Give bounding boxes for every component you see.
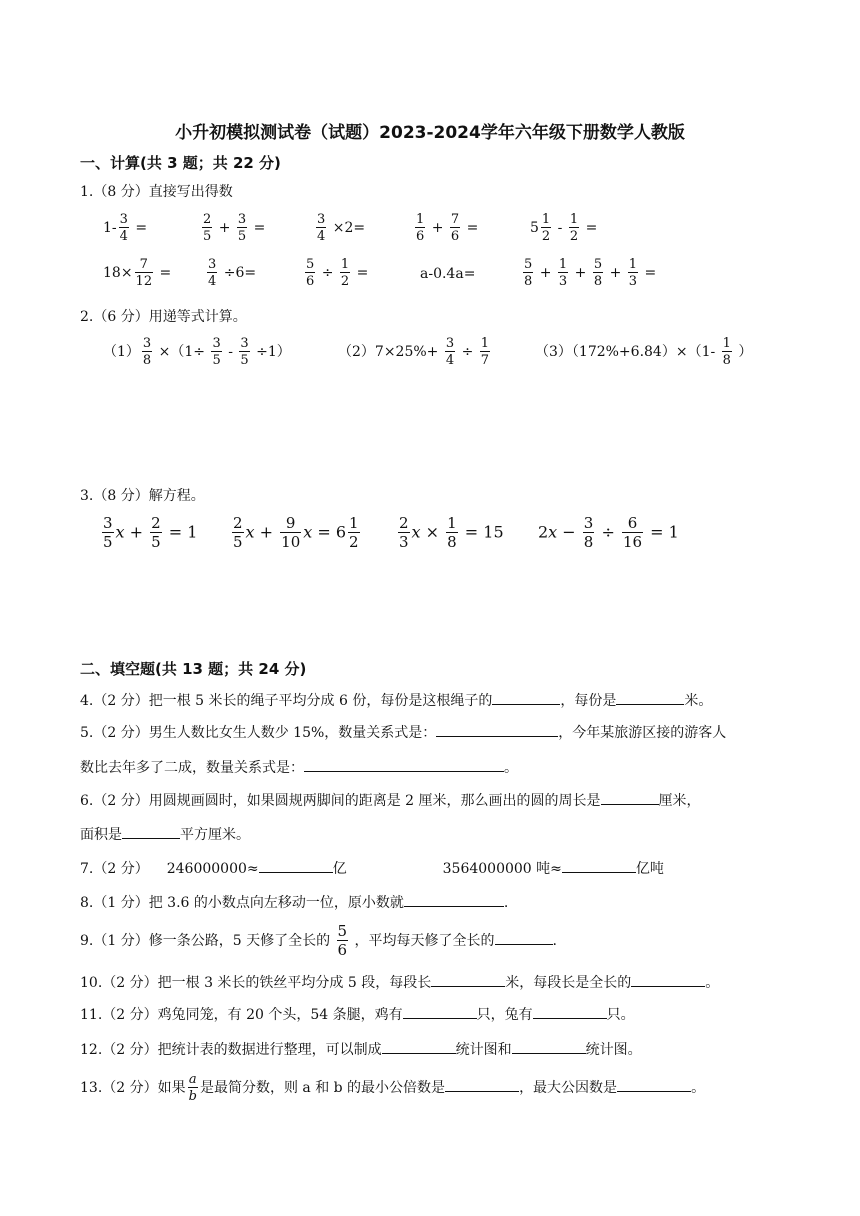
section-heading-fill-in: 二、填空题(共 13 题；共 24 分)	[80, 660, 307, 678]
q3-equation-2: $\frac{2}{5}$ 𝑥 + $\frac{9}{10}$ 𝑥 = 6 $\frac{1}{2}$	[233, 514, 359, 551]
answer-blank[interactable]	[562, 858, 636, 873]
question-8: 8.（1 分）把 3.6 的小数点向左移动一位，原小数就 .	[80, 892, 508, 912]
question-4: 4.（2 分）把一根 5 米长的绳子平均分成 6 份，每份是这根绳子的 ，每份是 米。	[80, 690, 712, 710]
q1-item-7: $\frac{3}{4}$ ÷6=	[208, 257, 257, 289]
answer-blank[interactable]	[436, 722, 558, 737]
question-1-heading: 1.（8 分）直接写出得数	[80, 184, 233, 200]
answer-blank[interactable]	[512, 1039, 586, 1054]
q3-equation-4: 2𝑥 − $\frac{3}{8}$ ÷ $\frac{6}{16}$ = 1	[538, 514, 679, 551]
question-9: 9.（1 分）修一条公路，5 天修了全长的 $\frac{5}{6}$ ，平均每天修了全长的 .	[80, 922, 557, 959]
q3-equation-3: $\frac{2}{3}$ 𝑥 × $\frac{1}{8}$ = 15	[399, 514, 504, 551]
question-5-line-2: 数比去年多了二成，数量关系式是： 。	[80, 757, 518, 777]
q1-item-9: a-0.4a=	[420, 266, 476, 282]
q2-part-1: （1） $\frac{3}{8}$ ×（1÷ $\frac{3}{5}$ - $\frac{3}{5}$ ÷1）	[103, 336, 291, 368]
q3-equation-1: $\frac{3}{5}$ 𝑥 + $\frac{2}{5}$ = 1	[103, 514, 198, 551]
question-6-line-2: 面积是 平方厘米。	[80, 824, 250, 844]
answer-blank[interactable]	[616, 690, 684, 705]
question-10: 10.（2 分）把一根 3 米长的铁丝平均分成 5 段，每段长 米，每段长是全长的 。	[80, 972, 719, 992]
page-title: 小升初模拟测试卷（试题）2023-2024学年六年级下册数学人教版	[175, 123, 685, 143]
q1-item-3: $\frac{3}{4}$ ×2=	[317, 212, 366, 244]
answer-blank[interactable]	[617, 1077, 691, 1092]
answer-blank[interactable]	[492, 690, 560, 705]
question-11: 11.（2 分）鸡兔同笼，有 20 个头，54 条腿，鸡有 只，兔有 只。	[80, 1004, 635, 1024]
answer-blank[interactable]	[122, 824, 180, 839]
section-heading-calculation: 一、计算(共 3 题；共 22 分)	[80, 154, 281, 172]
answer-blank[interactable]	[404, 892, 504, 907]
answer-blank[interactable]	[431, 972, 505, 987]
q2-part-2: （2）7×25%+ $\frac{3}{4}$ ÷ $\frac{1}{7}$	[338, 336, 490, 368]
answer-blank[interactable]	[533, 1004, 607, 1019]
question-6-line-1: 6.（2 分）用圆规画圆时，如果圆规两脚间的距离是 2 厘米，那么画出的圆的周长是 厘米，	[80, 790, 701, 810]
answer-blank[interactable]	[631, 972, 705, 987]
answer-blank[interactable]	[601, 790, 659, 805]
question-2-heading: 2.（6 分）用递等式计算。	[80, 309, 247, 325]
q1-item-5: 5 $\frac{1}{2}$ - $\frac{1}{2}$ =	[530, 212, 598, 244]
question-5-line-1: 5.（2 分）男生人数比女生人数少 15%，数量关系式是： ，今年某旅游区接的游客人	[80, 722, 726, 742]
q1-item-8: $\frac{5}{6}$ ÷ $\frac{1}{2}$ =	[306, 257, 369, 289]
answer-blank[interactable]	[495, 930, 553, 945]
question-13: 13.（2 分）如果 𝑎 𝑏 是最简分数，则 a 和 b 的最小公倍数是 ，最大公因数是 。	[80, 1072, 706, 1104]
question-3-heading: 3.（8 分）解方程。	[80, 488, 205, 504]
q2-part-3: （3）（172%+6.84）×（1- $\frac{1}{8}$ ）	[535, 336, 753, 368]
question-7: 7.（2 分） 246000000≈ 亿 3564000000 吨≈ 亿吨	[80, 858, 664, 878]
q1-item-4: $\frac{1}{6}$ + $\frac{7}{6}$ =	[416, 212, 479, 244]
answer-blank[interactable]	[382, 1039, 456, 1054]
q1-item-1: 1- $\frac{3}{4}$ =	[103, 212, 148, 244]
q1-item-10: $\frac{5}{8}$ + $\frac{1}{3}$ + $\frac{5}{8}$ + $\frac{1}{3}$ =	[524, 257, 657, 289]
answer-blank[interactable]	[259, 858, 333, 873]
q1-item-2: $\frac{2}{5}$ + $\frac{3}{5}$ =	[203, 212, 266, 244]
answer-blank[interactable]	[445, 1077, 519, 1092]
answer-blank[interactable]	[403, 1004, 477, 1019]
answer-blank[interactable]	[304, 757, 504, 772]
q1-item-6: 18× $\frac{7}{12}$ =	[103, 257, 172, 289]
question-12: 12.（2 分）把统计表的数据进行整理，可以制成 统计图和 统计图。	[80, 1039, 642, 1059]
